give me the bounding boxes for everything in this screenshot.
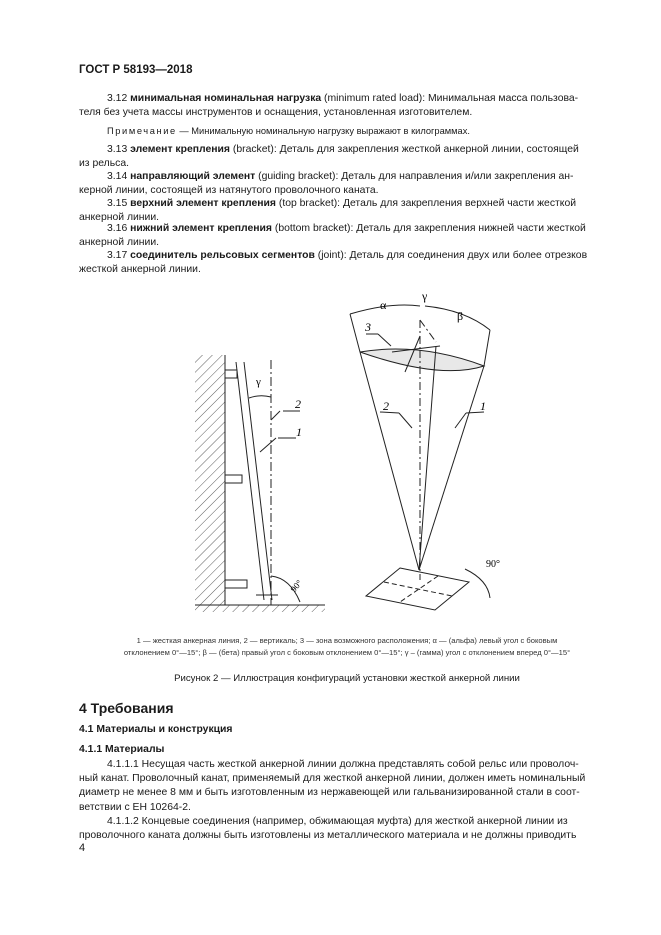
wall-hatch: [195, 355, 225, 605]
def-text: (minimum rated load): Минимальная масса пользова-: [321, 93, 579, 104]
alpha-label: α: [380, 298, 387, 312]
cone-view: [350, 305, 490, 610]
paragraph-4-1-1-1: 4.1.1.1 Несущая часть жесткой анкерной линии должна представлять собой рельс или проволоч- ный канат. Проволочный канат, применяемый для жесткой анкерной линии, должен иметь номинальный диаметр не менее 8 мм и быть изготовленным из нержавеющей или гальванизированной стали в соот- ветствии с ЕН 10264-2.: [79, 759, 586, 813]
label-2-cone: 2: [383, 399, 389, 413]
def-number: 3.12: [107, 93, 128, 104]
subsubsection-heading: 4.1.1 Материалы: [79, 744, 165, 755]
cone-center: [419, 346, 436, 570]
definition-3-13: 3.13 элемент крепления (bracket): Деталь для закрепления жесткой анкерной линии, состоящей из рельса.: [79, 144, 579, 170]
paragraph-4-1-1-2: 4.1.1.2 Концевые соединения (например, обжимающая муфта) для жесткой анкерной линии из проволочного каната должны быть изготовлены из металлического материала и не должны приводить: [79, 816, 577, 842]
definition-3-17: 3.17 соединитель рельсовых сегментов (joint): Деталь для соединения двух или более отрезков жесткой анкерной линии.: [79, 250, 588, 276]
definition-3-14: 3.14 направляющий элемент (guiding bracket): Деталь для направления и/или закрепления ан- керной линии, состоящей из натянутого проволочного каната.: [79, 171, 574, 197]
cone-left: [360, 352, 419, 570]
bracket: [225, 370, 237, 378]
figure-2-diagram: [0, 280, 661, 625]
definition-3-15: 3.15 верхний элемент крепления (top bracket): Деталь для закрепления верхней части жесткой анкерной линии.: [79, 198, 577, 224]
legend-line: отклонением 0°—15°; β — (бета) правый угол с боковым отклонением 0°—15°; γ – (гамма) угол с отклонением вперед 0°—15°: [123, 648, 571, 657]
note-label: Примечание: [107, 126, 177, 136]
document-header: ГОСТ Р 58193—2018: [79, 64, 193, 76]
bracket: [225, 580, 247, 588]
label-1-cone: 1: [480, 399, 486, 413]
def-text-cont: теля без учета массы инструментов и оснащения, установленная изготовителем.: [79, 107, 473, 119]
label-3: 3: [365, 320, 371, 334]
base-angle-arc: [465, 569, 490, 598]
gamma-arc: [249, 396, 271, 398]
floor-hatch: [195, 605, 325, 612]
zone-ellipse: [360, 349, 484, 371]
label-1: 1: [296, 425, 302, 439]
angle-90-label: 90°: [288, 577, 305, 595]
cone-right: [419, 366, 484, 570]
note-text: — Минимальную номинальную нагрузку выражают в килограммах.: [176, 126, 470, 136]
angle-90-label-cone: 90°: [486, 559, 500, 570]
definition-3-16: 3.16 нижний элемент крепления (bottom bracket): Деталь для закрепления нижней части жесткой анкерной линии.: [79, 223, 586, 249]
figure-legend: [79, 635, 615, 659]
note: [107, 125, 470, 138]
rail-edge: [244, 362, 272, 600]
page-number: 4: [79, 842, 86, 854]
gamma-label: γ: [256, 376, 261, 388]
gamma-label-cone: γ: [422, 289, 428, 303]
subsection-heading: 4.1 Материалы и конструкция: [79, 724, 233, 735]
section-heading: 4 Требования: [79, 700, 174, 716]
figure-title: Рисунок 2 — Иллюстрация конфигураций установки жесткой анкерной линии: [174, 673, 520, 684]
legend-line: 1 — жесткая анкерная линия, 2 — вертикаль; 3 — зона возможного расположения; α — (альфа) левый угол с боковым: [136, 636, 558, 645]
beta-label: β: [457, 309, 464, 323]
side-view: [195, 355, 325, 612]
definition-3-12: [79, 92, 615, 120]
label-2: 2: [295, 397, 301, 411]
bracket: [225, 475, 242, 483]
def-term: минимальная номинальная нагрузка: [130, 93, 322, 104]
